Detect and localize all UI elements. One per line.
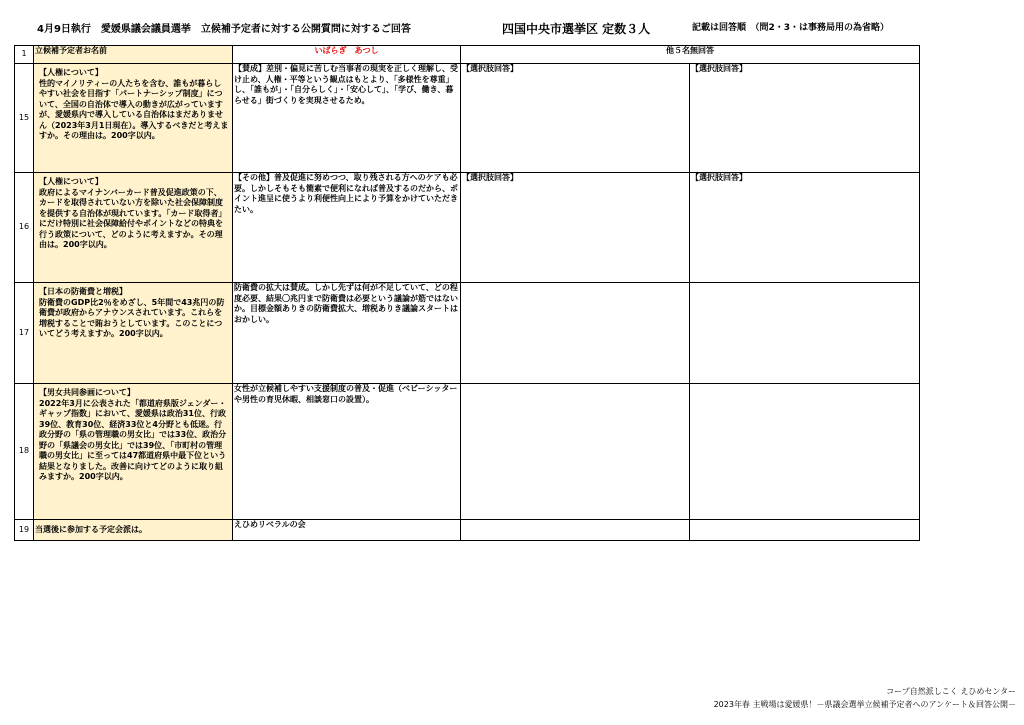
- question-text: 【人権について】 政府によるマイナンバーカード普及促進政策の下、カードを取得されていない方を除いた社会保障制度を提供する自治体が現れています。「カード取得者」にだけ特別に社会保障給付やポイントなどの特典を行う政策について、どのように考えますか。その理由は。200字以内。: [39, 177, 227, 249]
- answer-order-note: 記載は回答順 （問2・3・は事務局用の為省略）: [692, 23, 890, 33]
- answer-cell: 防衛費の拡大は賛成。しかし先ずは何が不足していて、どの程度必要、結果〇兆円まで防衛費は必要という議論が筋ではないか。目標金額ありきの防衛費拡大、増税ありき議論スタートはおかしい。: [233, 283, 461, 384]
- choice-answer-cell: [461, 520, 690, 541]
- table-row: [15, 520, 920, 541]
- question-text: 【日本の防衛費と増税】 防衛費のGDP比2％をめざし、5年間で43兆円の防衛費が政府からアナウンスされています。これらを増税することで賄おうとしています。このことについてどう考えますか。200字以内。: [39, 287, 225, 338]
- row-number: 15: [15, 64, 34, 173]
- choice-answer-cell: [461, 384, 690, 520]
- question-cell: [34, 64, 233, 173]
- footer-caption: 2023年春 主戦場は愛媛県！－県議会選挙立候補予定者へのアンケート＆回答公開－: [713, 700, 1016, 709]
- question-text: 【男女共同参画について】 2022年3月に公表された「都道府県版ジェンダー・ギャップ指数」において、愛媛県は政治31位、行政39位、教育30位、経済33位と4分野とも低迷。行政分野の「県の管理職の男女比」では33位、政治分野の「県議会の男女比」では39位、「市町村の管理職の男女比」に至っては47都道府県中最下位という結果となりました。改善に向けてどのように取り組みますか。200字以内。: [39, 388, 227, 481]
- others-no-answer: 他５名無回答: [461, 46, 920, 64]
- row-number: 17: [15, 283, 34, 384]
- candidate-name: いばらぎ あつし: [233, 46, 461, 64]
- question-cell: [34, 384, 233, 520]
- candidate-name-label: 立候補予定者お名前: [34, 46, 233, 64]
- question-cell: [34, 283, 233, 384]
- question-cell: [34, 173, 233, 283]
- district-label: 四国中央市選挙区 定数３人: [502, 22, 651, 36]
- choice-answer-cell: [690, 520, 920, 541]
- choice-answer-cell: [690, 283, 920, 384]
- table-header-row: [15, 46, 920, 64]
- answer-cell: 【賛成】差別・偏見に苦しむ当事者の現実を正しく理解し、受け止め、人権・平等という観点はもとより、「多様性を尊重」し、「誰もが」・「自分らしく」・「安心して」、「学び、働き、暮らせる」街づくりを実現させるため。: [233, 64, 461, 173]
- row-number: 18: [15, 384, 34, 520]
- document-title: 4月9日執行 愛媛県議会議員選挙 立候補予定者に対する公開質問に対するご回答: [37, 24, 411, 35]
- choice-answer-cell: 【選択肢回答】: [690, 64, 920, 173]
- survey-table: [14, 45, 920, 541]
- choice-answer-cell: 【選択肢回答】: [690, 173, 920, 283]
- question-text: 【人権について】 性的マイノリティーの人たちを含む、誰もが暮らしやすい社会を目指す「パートナーシップ制度」について、全国の自治体で導入の動きが広がっていますが、愛媛県内で導入している自治体はまだありません（2023年3月1日現在）。導入するべきだと考えますか。その理由は。200字以内。: [39, 68, 229, 140]
- answer-cell: 【その他】普及促進に努めつつ、取り残される方へのケアも必要。しかしそもそも簡素で便利になれば普及するのだから、ポイント進呈に使うより利便性向上により予算をかけていただきたい。: [233, 173, 461, 283]
- row-number: 1: [15, 46, 34, 64]
- choice-answer-cell: 【選択肢回答】: [461, 64, 690, 173]
- table-row: [15, 384, 920, 520]
- row-number: 19: [15, 520, 34, 541]
- footer-organization: コープ自然派しこく えひめセンター: [886, 687, 1016, 696]
- choice-answer-cell: 【選択肢回答】: [461, 173, 690, 283]
- row-number: 16: [15, 173, 34, 283]
- question-cell: 当選後に参加する予定会派は。: [34, 520, 233, 541]
- answer-cell: 女性が立候補しやすい支援制度の普及・促進（ベビーシッターや男性の育児休暇、相談窓口の設置）。: [233, 384, 461, 520]
- table-row: [15, 173, 920, 283]
- choice-answer-cell: [461, 283, 690, 384]
- table-row: [15, 283, 920, 384]
- answer-cell: えひめリベラルの会: [233, 520, 461, 541]
- table-row: [15, 64, 920, 173]
- choice-answer-cell: [690, 384, 920, 520]
